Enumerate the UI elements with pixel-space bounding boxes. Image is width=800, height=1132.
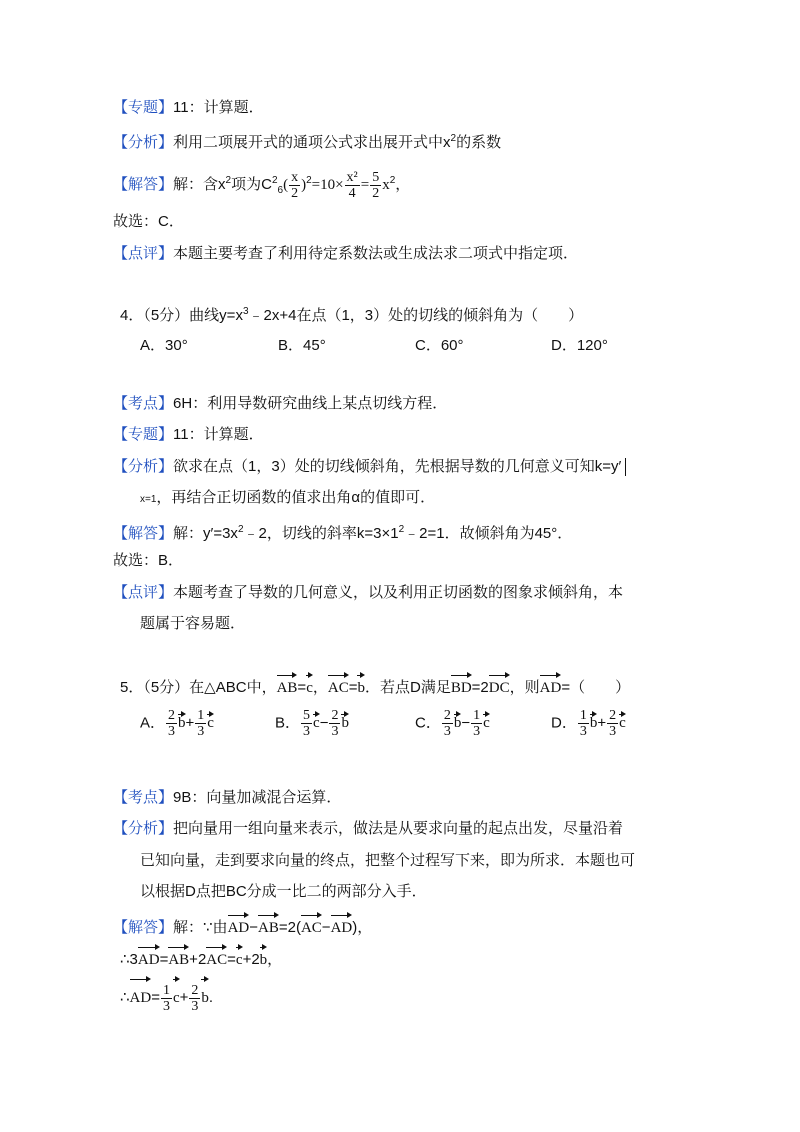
vector-c: c (313, 711, 320, 732)
numerator: 1 (162, 982, 170, 998)
stem-text: =（ ） (561, 679, 631, 696)
variable: x (382, 177, 390, 193)
vector-ad: AD (138, 944, 160, 972)
analysis-text: ，再结合正切函数的值求出角α的值即可． (156, 489, 436, 506)
denominator: 3 (191, 998, 199, 1014)
q5-analysis-line-1 (113, 817, 623, 841)
analysis-tag: 【分析】 (113, 458, 174, 475)
q4-analysis-line-2 (140, 486, 435, 512)
analysis-tag: 【分析】 (113, 820, 174, 837)
minus: − (249, 919, 258, 936)
option-label: A． (140, 714, 166, 732)
denominator: 4 (348, 185, 356, 201)
q4-option-d: D．120° (551, 337, 608, 354)
comment-tag: 【点评】 (113, 245, 174, 262)
topic-tag: 【专题】 (113, 426, 174, 443)
minus: − (461, 714, 471, 732)
coefficient: 2 (197, 951, 207, 968)
q4-answer-line (113, 518, 572, 546)
q5-analysis-line-2: 已知向量，走到要求向量的终点，把整个过程写下来，即为所求．本题也可 (140, 852, 636, 869)
denominator: 3 (473, 724, 481, 739)
q4-topic-line (113, 423, 264, 447)
option-label: B． (275, 714, 301, 732)
q4-comment-line-2: 题属于容易题． (140, 615, 246, 632)
vector-ab: AB (168, 944, 189, 972)
equals: = (360, 177, 370, 193)
analysis-end: 的系数 (456, 134, 502, 151)
vector-c: c (207, 711, 214, 732)
point-tag: 【考点】 (113, 395, 174, 412)
q4-option-a: A．30° (140, 337, 188, 354)
fraction (471, 708, 482, 739)
topic-text: 11：计算题． (173, 426, 264, 443)
q5-option-d (551, 708, 626, 739)
analysis-tag: 【分析】 (113, 134, 174, 151)
period: . (208, 989, 214, 1006)
vector-b: b (178, 711, 186, 732)
fraction (578, 708, 589, 739)
numerator: x² (346, 169, 358, 185)
plus: + (179, 989, 189, 1006)
fraction (289, 170, 300, 201)
equals: = (159, 951, 169, 968)
fraction (189, 983, 200, 1014)
q3-choice-line: 故选：C． (113, 213, 184, 230)
q4-option-c: C．60° (415, 337, 464, 354)
coefficient: 2 (251, 951, 260, 968)
coefficient: 3 (129, 951, 138, 968)
analysis-text: 欲求在点（1，3）处的切线倾斜角，先根据导数的几何意义可知k=y′ (173, 458, 622, 475)
q4-comment-line-1 (113, 581, 623, 605)
equation-part: )， (352, 919, 373, 936)
q3-answer-line (113, 163, 410, 209)
point-text: 6H：利用导数研究曲线上某点切线方程． (173, 395, 448, 412)
numerator: 1 (197, 708, 205, 723)
denominator: 3 (331, 724, 339, 739)
fraction (442, 708, 453, 739)
denominator: 3 (303, 724, 311, 739)
vector-c: c (619, 711, 626, 732)
evaluation-bar (625, 458, 626, 476)
equals: = (227, 951, 236, 968)
denominator: 3 (197, 724, 205, 739)
q5-analysis-line-3: 以根据D点把BC分成一比二的两部分入手． (140, 883, 427, 900)
denominator: 2 (372, 185, 380, 201)
q5-point-line (113, 786, 341, 810)
exponent: 2 (450, 133, 457, 144)
fraction (607, 708, 618, 739)
combination-sup: 2 (271, 175, 278, 186)
comment-tag: 【点评】 (113, 584, 174, 601)
q5-option-b (275, 708, 349, 739)
q4-analysis-line-1 (113, 455, 626, 479)
answer-text: ﹣2，切线的斜率k=3×1 (243, 525, 399, 542)
numerator: 1 (473, 708, 481, 723)
vector-b: b (260, 944, 268, 972)
plus: + (185, 714, 195, 732)
plus: + (242, 951, 252, 968)
fraction (301, 708, 312, 739)
numerator: 5 (372, 169, 380, 185)
vector-ad: AD (228, 912, 250, 940)
vector-ac: AC (328, 672, 349, 700)
equation-part: =10× (311, 177, 344, 193)
vector-ac: AC (301, 912, 322, 940)
q3-topic-line (113, 96, 264, 120)
numerator: 2 (191, 982, 199, 998)
answer-text: 解：∵由 (173, 919, 228, 936)
q5-answer-line-1 (113, 912, 372, 940)
answer-tag: 【解答】 (113, 525, 174, 542)
vector-b: b (201, 976, 209, 1016)
numerator: 2 (609, 708, 617, 723)
q4-stem (120, 300, 583, 328)
denominator: 3 (579, 724, 587, 739)
vector-ad: AD (540, 672, 562, 700)
exponent: 2 (389, 175, 396, 186)
option-label: D． (551, 714, 577, 732)
q5-option-c (415, 708, 490, 739)
stem-text: ．若点D满足 (364, 679, 451, 696)
exponent: 2 (398, 524, 405, 535)
equals: = (297, 679, 307, 696)
stem-text: ﹣2x+4在点（1，3）处的切线的倾斜角为（ ） (248, 307, 584, 324)
answer-text: ﹣2=1．故倾斜角为45°． (404, 525, 573, 542)
q5-answer-line-2 (120, 944, 282, 972)
fraction (329, 708, 340, 739)
answer-text: 解：y′=3x (173, 525, 238, 542)
equals: =2 (471, 679, 489, 696)
comma: ， (312, 679, 328, 696)
denominator: 3 (609, 724, 617, 739)
vector-ad: AD (130, 976, 152, 1016)
numerator: 1 (579, 708, 587, 723)
paren: ) (301, 177, 307, 193)
equals: = (348, 679, 358, 696)
answer-text: 解：含x (173, 176, 226, 193)
vector-b: b (590, 711, 598, 732)
q5-answer-line-3 (120, 976, 213, 1016)
minus: − (321, 919, 331, 936)
vector-c: c (483, 711, 490, 732)
vector-ab: AB (258, 912, 279, 940)
vector-bd: BD (451, 672, 472, 700)
topic-tag: 【专题】 (113, 99, 174, 116)
stem-text: 4．（5分）曲线y=x (120, 307, 243, 324)
numerator: 2 (331, 708, 339, 723)
answer-text: 项为C (231, 176, 272, 193)
analysis-text: 利用二项展开式的通项公式求出展开式中x (173, 134, 451, 151)
fraction (345, 170, 360, 201)
fraction (370, 170, 381, 201)
denominator: 3 (168, 724, 176, 739)
comma: ， (267, 951, 283, 968)
q4-point-line (113, 392, 447, 416)
comment-text: 本题主要考查了利用待定系数法或生成法求二项式中指定项． (173, 245, 579, 262)
numerator: x (291, 169, 299, 185)
vector-b: b (454, 711, 462, 732)
option-label: C． (415, 714, 441, 732)
fraction (161, 983, 172, 1014)
vector-dc: DC (489, 672, 510, 700)
fraction (166, 708, 177, 739)
numerator: 2 (168, 708, 176, 723)
q3-comment-line (113, 242, 578, 266)
exponent: 2 (306, 175, 312, 186)
therefore-symbol: ∴ (120, 951, 130, 968)
q4-option-b: B．45° (278, 337, 326, 354)
vector-c: c (236, 944, 243, 972)
numerator: 5 (303, 708, 311, 723)
point-tag: 【考点】 (113, 789, 174, 806)
comma: ， (395, 176, 411, 193)
q3-analysis-line (113, 127, 501, 155)
q5-stem (120, 672, 630, 700)
vector-ac: AC (206, 944, 227, 972)
exponent: 2 (237, 524, 244, 535)
vector-c: c (306, 672, 313, 700)
fraction (195, 708, 206, 739)
vector-ab: AB (277, 672, 298, 700)
plus: + (597, 714, 607, 732)
stem-text: ，则 (509, 679, 540, 696)
answer-tag: 【解答】 (113, 176, 174, 193)
stem-text: 5．（5分）在△ABC中， (120, 679, 277, 696)
exponent: 2 (225, 175, 232, 186)
combination-sub: 6 (277, 185, 284, 196)
equation-part: =2( (278, 919, 301, 936)
answer-tag: 【解答】 (113, 919, 174, 936)
point-text: 9B：向量加减混合运算． (173, 789, 342, 806)
minus: − (319, 714, 329, 732)
denominator: 2 (291, 185, 299, 201)
denominator: 3 (162, 998, 170, 1014)
comment-text: 本题考查了导数的几何意义，以及利用正切函数的图象求倾斜角，本 (173, 584, 624, 601)
exponent: 3 (242, 306, 249, 317)
vector-b: b (341, 711, 349, 732)
subscript: x=1 (140, 494, 157, 505)
paren: ( (283, 177, 289, 193)
q4-choice-line: 故选：B． (113, 552, 184, 569)
vector-ad: AD (331, 912, 353, 940)
plus: + (189, 951, 198, 968)
equals: = (151, 989, 160, 1006)
topic-text: 11：计算题． (173, 99, 264, 116)
therefore-symbol: ∴ (120, 989, 130, 1006)
numerator: 2 (443, 708, 451, 723)
denominator: 3 (443, 724, 451, 739)
q5-option-a (140, 708, 214, 739)
vector-c: c (173, 976, 180, 1016)
analysis-text: 把向量用一组向量来表示，做法是从要求向量的起点出发，尽量沿着 (173, 820, 624, 837)
vector-b: b (357, 672, 365, 700)
